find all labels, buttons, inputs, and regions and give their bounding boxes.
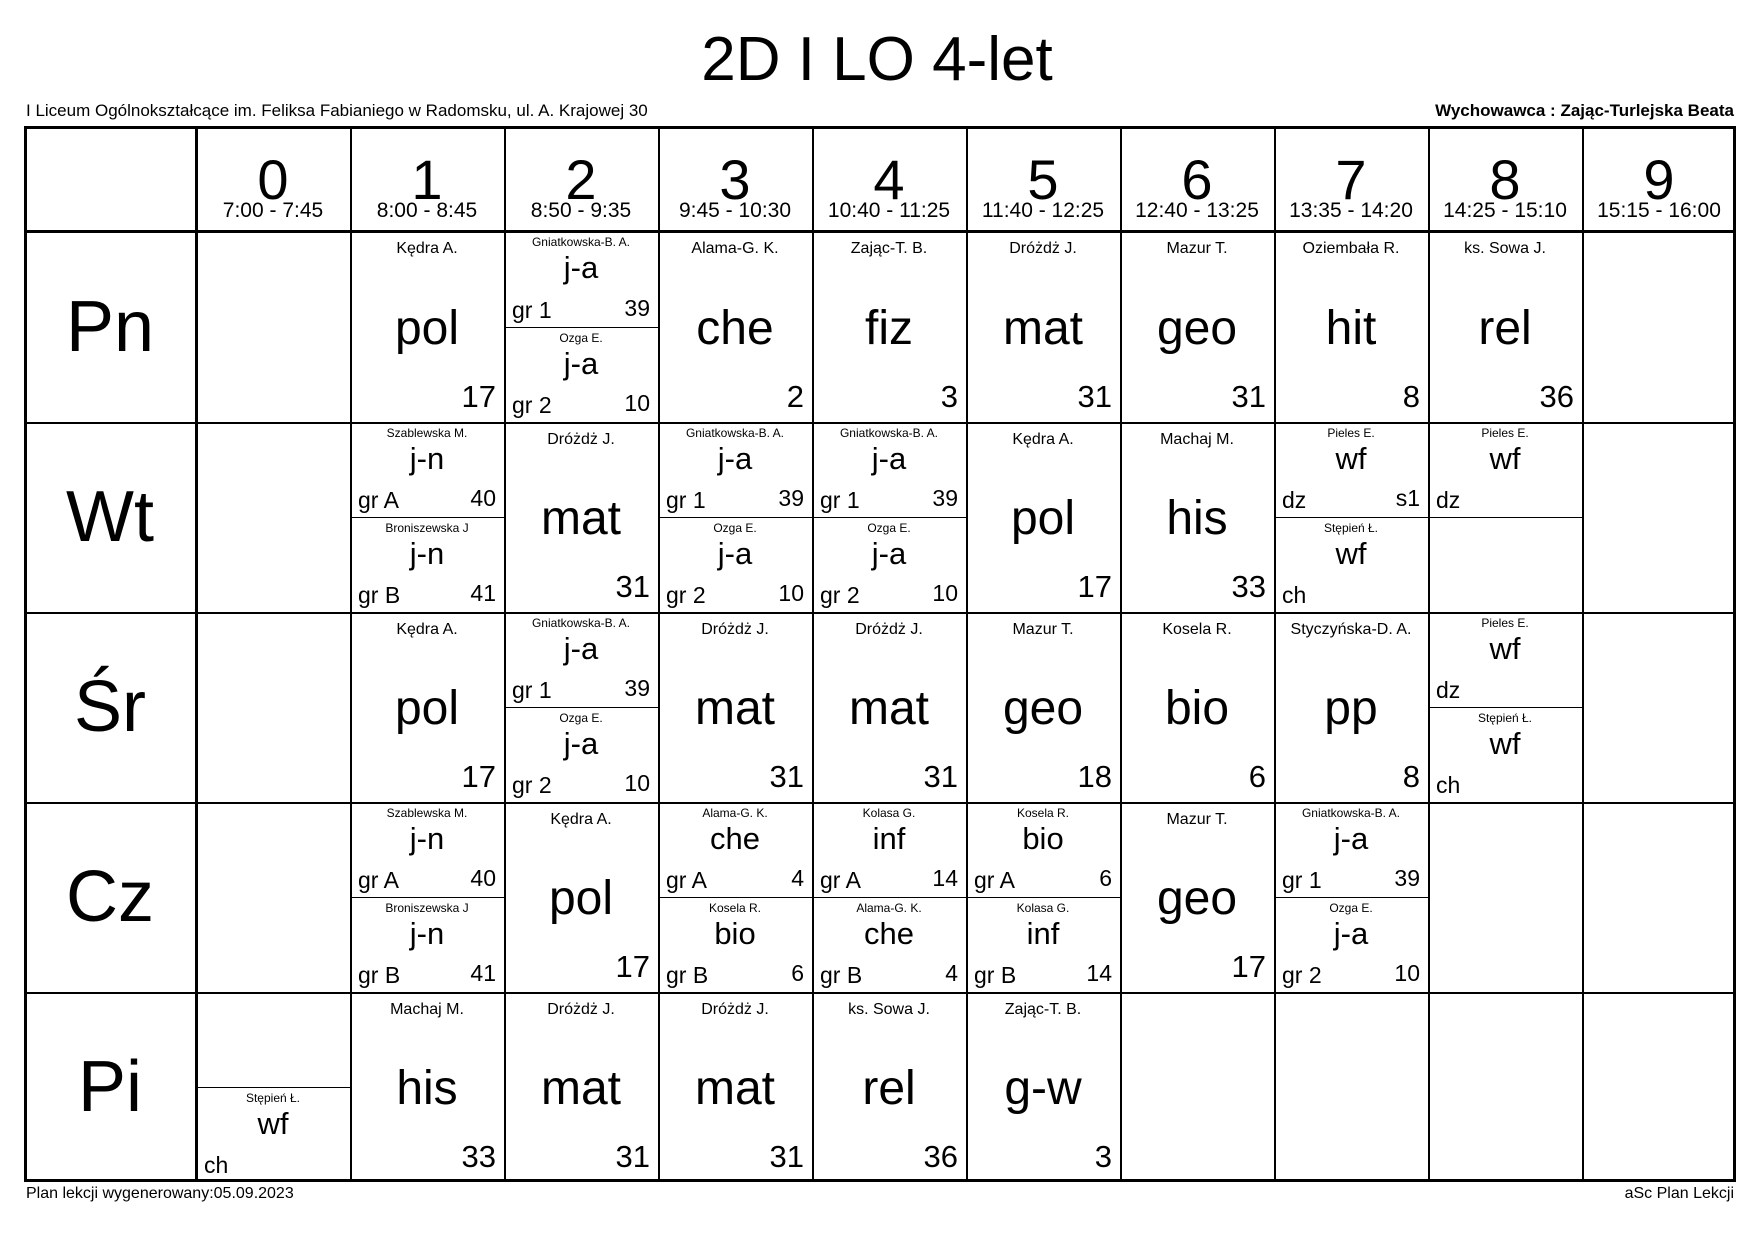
group-teacher: Ozga E.	[867, 521, 911, 535]
lesson-cell	[504, 802, 658, 992]
period-time: 15:15 - 16:00	[1597, 199, 1721, 222]
lesson-room: 2	[786, 379, 804, 414]
group-subject: wf	[1335, 441, 1367, 476]
group-room: 10	[1394, 960, 1420, 986]
lesson-subject: pol	[394, 301, 460, 355]
lesson-teacher: Mazur T.	[1166, 811, 1228, 828]
group-subject: wf	[1489, 726, 1521, 761]
group-subject: che	[864, 916, 914, 951]
group-subject: j-a	[563, 345, 599, 381]
lesson-subject: hit	[1325, 301, 1377, 355]
group-subject: j-n	[409, 441, 445, 476]
group-teacher: Broniszewska J	[385, 521, 469, 535]
lesson-room: 33	[1231, 569, 1266, 604]
period-time: 10:40 - 11:25	[827, 199, 951, 222]
group-name: gr B	[666, 962, 709, 988]
group-subject: che	[710, 821, 760, 856]
group-subject: bio	[1022, 821, 1064, 856]
group-name: gr A	[820, 867, 861, 893]
table-border-top	[24, 126, 1736, 129]
lesson-teacher: Alama-G. K.	[691, 240, 779, 257]
group-teacher: Alama-G. K.	[856, 901, 922, 915]
day-label: Wt	[66, 477, 154, 557]
lesson-cell	[658, 612, 812, 802]
split-divider	[1428, 707, 1582, 708]
group-room: 6	[791, 960, 804, 986]
group-name: gr A	[974, 867, 1015, 893]
lesson-subject: pol	[394, 682, 460, 735]
lesson-teacher: Kędra A.	[396, 621, 458, 638]
group-room: 4	[791, 865, 804, 891]
period-number: 9	[1643, 148, 1675, 211]
lesson-cell	[1274, 612, 1428, 802]
group-teacher: Pieles E.	[1481, 616, 1529, 630]
group-subject: j-n	[409, 536, 445, 571]
lesson-cell	[504, 992, 658, 1182]
day-label: Pn	[65, 286, 155, 367]
lesson-subject: mat	[540, 492, 621, 545]
lesson-cell	[966, 992, 1120, 1182]
lesson-subject: rel	[862, 1062, 916, 1115]
lesson-teacher: Dróżdż J.	[547, 1001, 615, 1018]
page-title: 2D I LO 4-let	[701, 25, 1053, 94]
split-divider	[504, 707, 658, 708]
split-divider	[812, 897, 966, 898]
period-number: 1	[411, 148, 443, 211]
split-divider	[658, 897, 812, 898]
group-subject: wf	[257, 1106, 289, 1141]
group-slot	[350, 422, 504, 517]
group-name: dz	[1436, 677, 1461, 703]
group-name: ch	[204, 1152, 229, 1178]
lesson-teacher: Dróżdż J.	[701, 1001, 769, 1018]
group-room: 10	[624, 390, 650, 416]
group-room: 10	[932, 580, 958, 606]
group-subject: wf	[1335, 536, 1367, 571]
lesson-subject: geo	[1156, 301, 1238, 355]
group-slot	[1428, 612, 1582, 707]
group-slot	[504, 231, 658, 327]
lesson-cell	[1582, 231, 1736, 422]
group-name: gr B	[358, 582, 401, 608]
group-subject: j-a	[871, 536, 907, 571]
lesson-room: 31	[769, 759, 804, 794]
group-slot	[350, 897, 504, 992]
period-time: 9:45 - 10:30	[678, 199, 792, 222]
group-slot	[196, 1087, 350, 1182]
group-name: ch	[1282, 582, 1307, 608]
lesson-room: 3	[940, 379, 958, 414]
lesson-subject: che	[696, 301, 774, 355]
lesson-cell	[1428, 231, 1582, 422]
lesson-subject: mat	[540, 1062, 621, 1115]
group-slot	[812, 517, 966, 612]
lesson-cell	[1274, 992, 1428, 1182]
period-time: 8:50 - 9:35	[530, 199, 632, 222]
lesson-room: 3	[1094, 1139, 1112, 1174]
split-divider	[350, 517, 504, 518]
lesson-teacher: Oziembała R.	[1302, 240, 1400, 257]
split-divider	[1274, 897, 1428, 898]
group-teacher: Kolasa G.	[862, 806, 916, 820]
group-teacher: Alama-G. K.	[702, 806, 768, 820]
group-subject: j-a	[563, 726, 599, 761]
lesson-cell	[812, 231, 966, 422]
group-teacher: Kosela R.	[1016, 806, 1070, 820]
lesson-cell	[1120, 231, 1274, 422]
group-teacher: Ozga E.	[559, 330, 603, 345]
lesson-room: 8	[1402, 379, 1420, 414]
group-room: 4	[945, 960, 958, 986]
group-room: 10	[624, 770, 650, 796]
group-room: s1	[1395, 485, 1420, 511]
lesson-cell	[1120, 612, 1274, 802]
lesson-cell	[1428, 992, 1582, 1182]
day-label: Cz	[66, 857, 154, 937]
day-label: Pi	[77, 1047, 143, 1127]
group-slot	[1428, 707, 1582, 802]
group-subject: j-a	[1333, 916, 1369, 951]
group-slot	[350, 802, 504, 897]
group-teacher: Kosela R.	[708, 901, 762, 915]
lesson-subject: pp	[1324, 682, 1378, 735]
software-credit: aSc Plan Lekcji	[1624, 1185, 1734, 1202]
period-number: 6	[1181, 148, 1213, 211]
lesson-room: 8	[1402, 759, 1420, 794]
lesson-room: 17	[615, 949, 650, 984]
lesson-subject: geo	[1002, 682, 1084, 735]
lesson-cell	[196, 231, 350, 422]
group-name: gr 1	[512, 677, 552, 703]
lesson-subject: geo	[1156, 872, 1238, 925]
group-name: gr 2	[666, 582, 706, 608]
group-slot	[658, 517, 812, 612]
lesson-teacher: Kosela R.	[1162, 621, 1232, 638]
group-name: gr A	[358, 487, 399, 513]
lesson-teacher: Dróżdż J.	[701, 621, 769, 638]
lesson-cell	[966, 612, 1120, 802]
group-subject: inf	[872, 821, 906, 856]
group-teacher: Pieles E.	[1327, 426, 1375, 440]
group-teacher: Gniatkowska-B. A.	[839, 426, 939, 440]
lesson-subject: mat	[1002, 301, 1083, 355]
group-name: gr B	[358, 962, 401, 988]
period-number: 4	[873, 148, 905, 211]
lesson-teacher: Kędra A.	[1012, 431, 1074, 448]
generation-date: Plan lekcji wygenerowany:05.09.2023	[26, 1185, 294, 1202]
group-teacher: Stępień Ł.	[1477, 711, 1533, 725]
lesson-room: 31	[769, 1139, 804, 1174]
group-name: gr 1	[666, 487, 706, 513]
group-name: dz	[1282, 487, 1307, 513]
group-room: 41	[470, 580, 496, 606]
group-name: ch	[1436, 772, 1461, 798]
lesson-cell	[812, 992, 966, 1182]
lesson-teacher: Machaj M.	[1160, 431, 1234, 448]
group-name: gr B	[820, 962, 863, 988]
period-number: 2	[565, 148, 597, 211]
group-teacher: Ozga E.	[1329, 901, 1373, 915]
group-slot	[350, 517, 504, 612]
day-label: Śr	[74, 667, 146, 747]
group-slot	[966, 897, 1120, 992]
lesson-cell	[966, 231, 1120, 422]
lesson-cell	[1582, 422, 1736, 612]
group-room: 41	[470, 960, 496, 986]
group-room: 39	[932, 485, 958, 511]
period-time: 14:25 - 15:10	[1443, 199, 1567, 222]
split-divider	[1428, 517, 1582, 518]
group-subject: j-a	[1333, 821, 1369, 856]
lesson-cell	[196, 612, 350, 802]
period-number: 7	[1335, 148, 1367, 211]
lesson-teacher: Zając-T. B.	[850, 240, 928, 257]
group-name: gr 1	[820, 487, 860, 513]
group-teacher: Szablewska M.	[386, 806, 468, 820]
split-divider	[658, 517, 812, 518]
lesson-teacher: Mazur T.	[1012, 621, 1074, 638]
lesson-subject: g-w	[1004, 1062, 1082, 1115]
group-subject: j-a	[563, 631, 599, 666]
lesson-subject: bio	[1164, 682, 1230, 735]
lesson-cell	[812, 612, 966, 802]
group-name: gr 2	[512, 392, 552, 418]
lesson-room: 31	[1231, 379, 1266, 414]
lesson-cell	[966, 422, 1120, 612]
lesson-subject: his	[396, 1062, 458, 1115]
group-room: 14	[932, 865, 958, 891]
group-teacher: Pieles E.	[1481, 426, 1529, 440]
lesson-subject: mat	[694, 682, 775, 735]
group-name: gr 1	[1282, 867, 1322, 893]
lesson-teacher: Kędra A.	[396, 240, 458, 257]
group-slot	[658, 802, 812, 897]
group-teacher: Broniszewska J	[385, 901, 469, 915]
group-teacher: Stępień Ł.	[245, 1091, 301, 1105]
group-teacher: Gniatkowska-B. A.	[1301, 806, 1401, 820]
group-subject: j-a	[717, 441, 753, 476]
group-teacher: Stępień Ł.	[1323, 521, 1379, 535]
group-subject: j-n	[409, 821, 445, 856]
group-room: 40	[470, 865, 496, 891]
lesson-subject: fiz	[865, 301, 913, 355]
group-room: 14	[1086, 960, 1112, 986]
group-slot	[504, 612, 658, 707]
lesson-teacher: Zając-T. B.	[1004, 1001, 1082, 1018]
lesson-cell	[1274, 231, 1428, 422]
table-border-left	[24, 126, 27, 1182]
group-room: 39	[624, 675, 650, 701]
group-slot	[504, 707, 658, 802]
lesson-cell	[1120, 992, 1274, 1182]
group-teacher: Gniatkowska-B. A.	[531, 235, 631, 249]
lesson-cell	[196, 422, 350, 612]
lesson-cell	[658, 992, 812, 1182]
lesson-teacher: Dróżdż J.	[547, 431, 615, 448]
group-slot	[966, 802, 1120, 897]
group-room: 6	[1099, 865, 1112, 891]
group-slot	[812, 422, 966, 517]
group-subject: inf	[1026, 916, 1060, 951]
lesson-room: 17	[461, 379, 496, 414]
group-subject: j-a	[717, 536, 753, 571]
lesson-cell	[350, 992, 504, 1182]
group-name: gr B	[974, 962, 1017, 988]
group-slot	[1274, 802, 1428, 897]
group-subject: wf	[1489, 631, 1521, 666]
lesson-room: 18	[1077, 759, 1112, 794]
lesson-room: 6	[1248, 759, 1266, 794]
split-divider	[504, 327, 658, 328]
group-teacher: Ozga E.	[713, 521, 757, 535]
split-divider	[1274, 517, 1428, 518]
lesson-teacher: ks. Sowa J.	[1464, 240, 1546, 257]
lesson-cell	[1120, 802, 1274, 992]
lesson-room: 31	[1077, 379, 1112, 414]
lesson-room: 31	[923, 759, 958, 794]
period-number: 8	[1489, 148, 1521, 211]
lesson-room: 36	[923, 1139, 958, 1174]
period-time: 11:40 - 12:25	[981, 199, 1105, 222]
lesson-cell	[350, 612, 504, 802]
lesson-room: 36	[1539, 379, 1574, 414]
lesson-cell	[1428, 802, 1582, 992]
period-number: 5	[1027, 148, 1059, 211]
lesson-room: 17	[1231, 949, 1266, 984]
lesson-subject: mat	[694, 1062, 775, 1115]
lesson-subject: rel	[1478, 301, 1532, 355]
group-room: 39	[778, 485, 804, 511]
group-room: 39	[624, 294, 650, 321]
group-name: gr 2	[820, 582, 860, 608]
period-time: 7:00 - 7:45	[222, 199, 324, 222]
lesson-subject: pol	[548, 872, 614, 925]
group-room: 10	[778, 580, 804, 606]
lesson-cell	[504, 422, 658, 612]
split-divider	[812, 517, 966, 518]
group-slot	[658, 897, 812, 992]
lesson-teacher: Dróżdż J.	[1009, 240, 1077, 257]
group-teacher: Ozga E.	[559, 711, 603, 725]
group-slot	[1274, 897, 1428, 992]
group-name: dz	[1436, 487, 1461, 513]
period-number: 0	[257, 148, 289, 211]
lesson-cell	[1582, 802, 1736, 992]
period-time: 8:00 - 8:45	[376, 199, 478, 222]
lesson-subject: his	[1166, 492, 1228, 545]
group-name: gr A	[666, 867, 707, 893]
lesson-teacher: Mazur T.	[1166, 240, 1228, 257]
lesson-cell	[1120, 422, 1274, 612]
group-subject: wf	[1489, 441, 1521, 476]
group-room: 39	[1394, 865, 1420, 891]
class-tutor: Wychowawca : Zając-Turlejska Beata	[1435, 101, 1734, 120]
group-slot	[1274, 422, 1428, 517]
split-divider	[350, 897, 504, 898]
lesson-cell	[1582, 992, 1736, 1182]
group-teacher: Gniatkowska-B. A.	[685, 426, 785, 440]
school-name: I Liceum Ogólnokształcące im. Feliksa Fabianiego w Radomsku, ul. A. Krajowej 30	[26, 101, 648, 120]
lesson-cell	[1582, 612, 1736, 802]
group-subject: bio	[714, 916, 756, 951]
group-slot	[1274, 517, 1428, 612]
lesson-subject: mat	[848, 682, 929, 735]
lesson-cell	[350, 231, 504, 422]
lesson-room: 33	[461, 1139, 496, 1174]
lesson-teacher: Machaj M.	[390, 1001, 464, 1018]
lesson-subject: pol	[1010, 492, 1076, 545]
split-divider	[196, 1087, 350, 1088]
lesson-room: 31	[615, 569, 650, 604]
group-slot	[658, 422, 812, 517]
lesson-room: 17	[1077, 569, 1112, 604]
group-slot	[812, 802, 966, 897]
group-name: gr A	[358, 867, 399, 893]
group-slot	[504, 327, 658, 423]
group-subject: j-a	[871, 441, 907, 476]
lesson-teacher: Dróżdż J.	[855, 621, 923, 638]
period-time: 13:35 - 14:20	[1289, 199, 1413, 222]
lesson-cell	[196, 802, 350, 992]
group-name: gr 1	[512, 296, 552, 323]
lesson-teacher: Styczyńska-D. A.	[1290, 621, 1412, 638]
group-slot	[1428, 422, 1582, 517]
lesson-teacher: ks. Sowa J.	[848, 1001, 930, 1018]
lesson-teacher: Kędra A.	[550, 811, 612, 828]
period-time: 12:40 - 13:25	[1135, 199, 1259, 222]
period-number: 3	[719, 148, 751, 211]
lesson-cell	[658, 231, 812, 422]
group-name: gr 2	[1282, 962, 1322, 988]
lesson-room: 31	[615, 1139, 650, 1174]
split-divider	[966, 897, 1120, 898]
group-slot	[812, 897, 966, 992]
group-teacher: Szablewska M.	[386, 426, 468, 440]
group-teacher: Gniatkowska-B. A.	[531, 616, 631, 630]
group-room: 40	[470, 485, 496, 511]
group-teacher: Kolasa G.	[1016, 901, 1070, 915]
group-subject: j-a	[563, 250, 599, 285]
group-subject: j-n	[409, 916, 445, 951]
group-name: gr 2	[512, 772, 552, 798]
lesson-room: 17	[461, 759, 496, 794]
